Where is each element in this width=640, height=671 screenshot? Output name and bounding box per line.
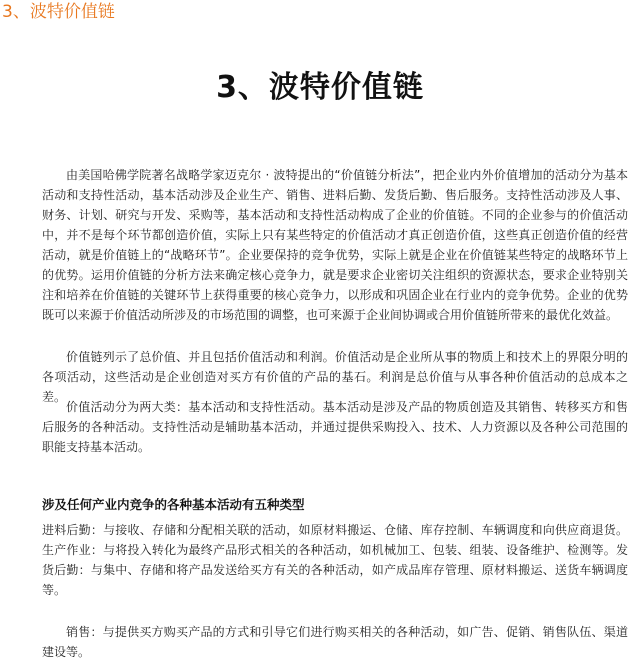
- paragraph-text: 进料后勤：与接收、存储和分配相关联的活动，如原材料搬运、仓储、库存控制、车辆调度和向供应商退货。生产作业：与将投入转化为最终产品形式相关的各种活动，如机械加工、包装、组装、设备维护、检测等。发货后勤：与集中、存储和将产品发送给买方有关的各种活动，如产成品库存管理、原材料搬运、送货车辆调度等。: [42, 523, 628, 597]
- section-heading: 涉及任何产业内竞争的各种基本活动有五种类型: [42, 497, 305, 512]
- slide-heading: 3、波特价值链: [216, 70, 424, 105]
- paragraph-intro: [42, 165, 628, 325]
- paragraph-activity-types: [42, 397, 628, 457]
- slide-image: [0, 26, 640, 671]
- paragraph-text: 由美国哈佛学院著名战略学家迈克尔 · 波特提出的“价值链分析法”，把企业内外价值增加的活动分为基本活动和支持性活动，基本活动涉及企业生产、销售、进料后勤、发货后勤、售后服务。支持性活动涉及人事、财务、计划、研究与开发、采购等，基本活动和支持性活动构成了企业的价值链。不同的企业参与的价值活动中，并不是每个环节都创造价值，实际上只有某些特定的价值活动才真正创造价值，这些真正创造价值的经营活动，就是价值链上的“战略环节”。企业要保持的竞争优势，实际上就是企业在价值链某些特定的战略环节上的优势。运用价值链的分析方法来确定核心竞争力，就是要求企业密切关注组织的资源状态，要求企业特别关注和培养在价值链的关键环节上获得重要的核心竞争力，以形成和巩固企业在行业内的竞争优势。企业的优势既可以来源于价值活动所涉及的市场范围的调整，也可来源于企业间协调或合用价值链所带来的最优化效益。: [42, 168, 628, 322]
- paragraph-logistics: [42, 520, 628, 600]
- paragraph-text: 价值链列示了总价值、并且包括价值活动和利润。价值活动是企业所从事的物质上和技术上的界限分明的各项活动，这些活动是企业创造对买方有价值的产品的基石。利润是总价值与从事各种价值活动的总成本之差。: [42, 350, 628, 404]
- paragraph-text: 价值活动分为两大类：基本活动和支持性活动。基本活动是涉及产品的物质创造及其销售、转移买方和售后服务的各种活动。支持性活动是辅助基本活动，并通过提供采购投入、技术、人力资源以及各种公司范围的职能支持基本活动。: [42, 400, 628, 454]
- page-title: 3、波特价值链: [2, 2, 115, 22]
- paragraph-text: 销售：与提供买方购买产品的方式和引导它们进行购买相关的各种活动，如广告、促销、销售队伍、渠道建设等。: [42, 625, 628, 659]
- paragraph-sales: [42, 622, 628, 662]
